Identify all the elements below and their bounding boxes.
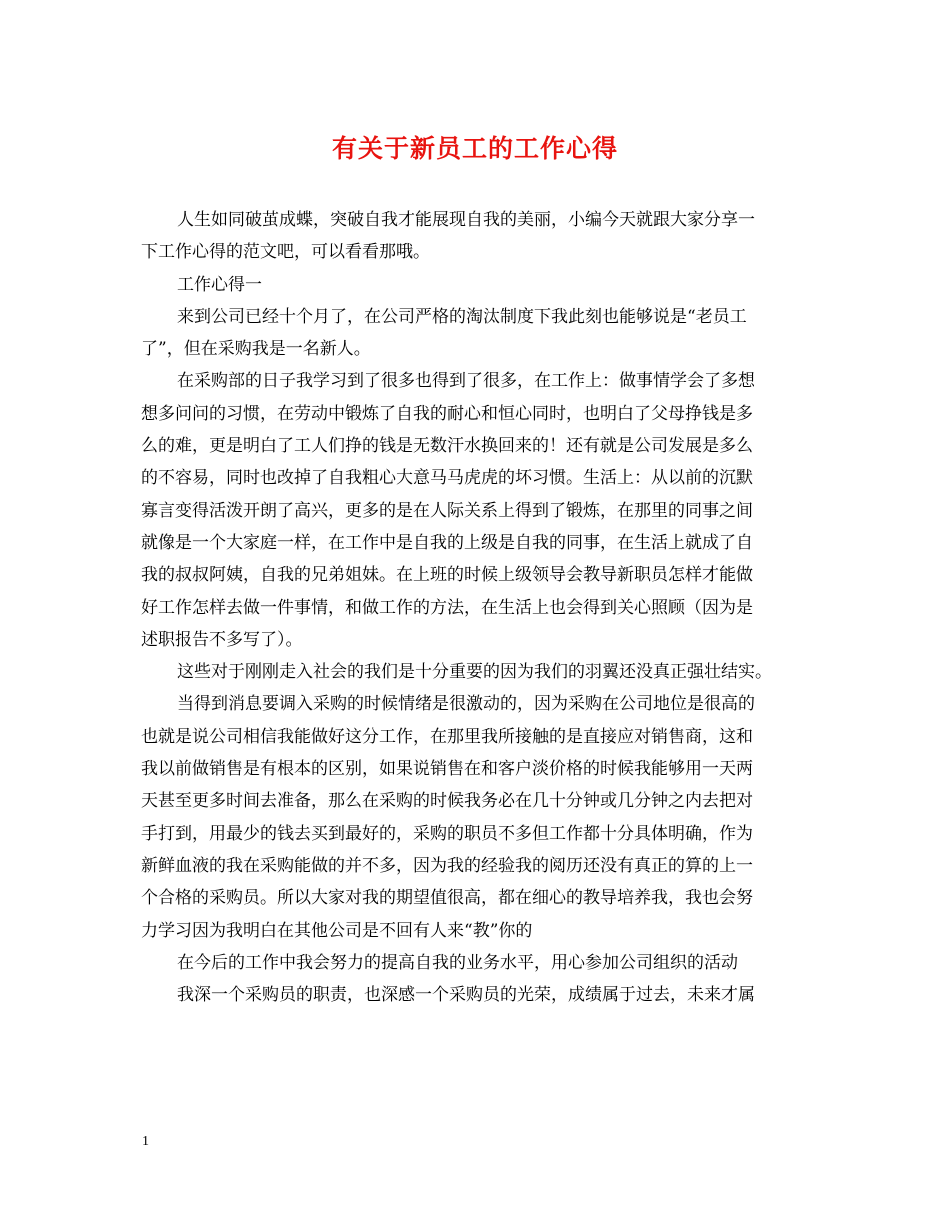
body-line: 我深一个采购员的职责，也深感一个采购员的光荣，成绩属于过去，未来才属: [177, 985, 755, 1006]
body-line: 想多问问的习惯，在劳动中锻炼了自我的耐心和恒心同时，也明白了父母挣钱是多: [141, 403, 753, 424]
body-line: 述职报告不多写了）。: [141, 629, 303, 650]
body-line: 我以前做销售是有根本的区别，如果说销售在和客户淡价格的时候我能够用一天两: [141, 759, 753, 780]
body-line: 了”，但在采购我是一名新人。: [141, 339, 371, 360]
section-heading: 工作心得一: [177, 274, 262, 295]
body-line: 当得到消息要调入采购的时候情绪是很激动的，因为采购在公司地位是很高的: [177, 694, 755, 715]
body-line: 我的叔叔阿姨，自我的兄弟姐妹。在上班的时候上级领导会教导新职员怎样才能做: [141, 565, 753, 586]
document-body: [141, 204, 812, 1011]
body-line: 的不容易，同时也改掉了自我粗心大意马马虎虎的坏习惯。生活上：从以前的沉默: [141, 468, 753, 489]
body-line: 么的难，更是明白了工人们挣的钱是无数汗水换回来的！还有就是公司发展是多么: [141, 436, 753, 457]
document-title: 有关于新员工的工作心得: [331, 134, 618, 163]
body-line: 力学习因为我明白在其他公司是不回有人来“教”你的: [141, 920, 533, 941]
page-number: 1: [142, 1134, 149, 1149]
body-line: 天甚至更多时间去准备，那么在采购的时候我务必在几十分钟或几分钟之内去把对: [141, 791, 753, 812]
body-line: 寡言变得活泼开朗了高兴，更多的是在人际关系上得到了锻炼，在那里的同事之间: [141, 500, 753, 521]
body-line: 人生如同破茧成蝶，突破自我才能展现自我的美丽，小编今天就跟大家分享一: [177, 210, 755, 230]
body-line: 新鲜血液的我在采购能做的并不多，因为我的经验我的阅历还没有真正的算的上一: [141, 855, 753, 876]
body-line: 下工作心得的范文吧，可以看看那哦。: [141, 242, 430, 263]
body-line: 个合格的采购员。所以大家对我的期望值很高，都在细心的教导培养我，我也会努: [141, 888, 753, 909]
body-line: 在今后的工作中我会努力的提高自我的业务水平，用心参加公司组织的活动: [177, 952, 738, 973]
body-line: 这些对于刚刚走入社会的我们是十分重要的因为我们的羽翼还没真正强壮结实。: [177, 662, 772, 683]
body-line: 就像是一个大家庭一样，在工作中是自我的上级是自我的同事，在生活上就成了自: [141, 532, 753, 553]
body-line: 手打到，用最少的钱去买到最好的，采购的职员不多但工作都十分具体明确，作为: [141, 823, 753, 844]
body-line: 来到公司已经十个月了，在公司严格的淘汰制度下我此刻也能够说是“老员工: [177, 306, 747, 327]
body-line: 也就是说公司相信我能做好这分工作，在那里我所接触的是直接应对销售商，这和: [141, 726, 753, 747]
body-line: 好工作怎样去做一件事情，和做工作的方法，在生活上也会得到关心照顾（因为是: [141, 597, 753, 618]
body-line: 在采购部的日子我学习到了很多也得到了很多，在工作上：做事情学会了多想: [177, 371, 755, 392]
